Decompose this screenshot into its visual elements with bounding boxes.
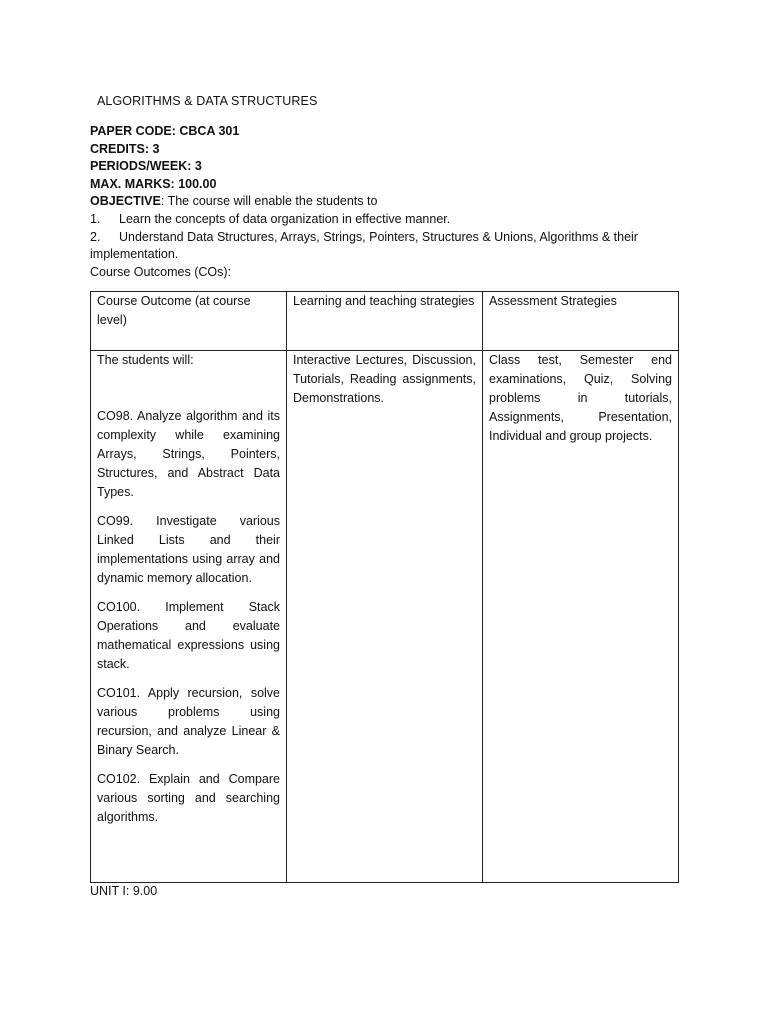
unit-heading: UNIT I: 9.00 [90, 884, 158, 898]
course-outcomes-table [90, 291, 679, 883]
course-outcomes-cell [91, 351, 287, 883]
outcome-item: CO100. Implement Stack Operations and evaluate mathematical expressions using stack. [97, 600, 280, 671]
outcome-item: CO99. Investigate various Linked Lists and their implementations using array and dynamic memory allocation. [97, 514, 280, 585]
paper-code: PAPER CODE: CBCA 301 [90, 124, 240, 138]
header-teaching-strategies: Learning and teaching strategies [287, 292, 483, 351]
outcome-item: CO98. Analyze algorithm and its complexity while examining Arrays, Strings, Pointers, Structures, and Abstract Data Types. [97, 409, 280, 499]
objective-label: OBJECTIVE [90, 194, 161, 209]
table-row [91, 351, 679, 883]
assessment-strategies-cell: Class test, Semester end examinations, Quiz, Solving problems in tutorials, Assignments, Presentation, Individual and group projects. [483, 351, 679, 883]
header-course-outcome: Course Outcome (at course level) [91, 292, 287, 351]
outcome-item: CO102. Explain and Compare various sorting and searching algorithms. [97, 772, 280, 824]
credits: CREDITS: 3 [90, 141, 160, 156]
objective-number: 1. [90, 211, 101, 226]
objective-item-text: Learn the concepts of data organization in effective manner. [119, 211, 451, 226]
objective-item [90, 211, 690, 229]
outcomes-intro: The students will: [97, 353, 194, 367]
max-marks: MAX. MARKS: 100.00 [90, 176, 217, 191]
course-info [90, 123, 690, 281]
outcome-item: CO101. Apply recursion, solve various problems using recursion, and analyze Linear & Binary Search. [97, 686, 280, 757]
header-assessment-strategies: Assessment Strategies [483, 292, 679, 351]
objective-item-text: Understand Data Structures, Arrays, Strings, Pointers, Structures & Unions, Algorithms & their implementation. [90, 229, 638, 262]
periods-per-week: PERIODS/WEEK: 3 [90, 159, 202, 174]
objective-text: : The course will enable the students to [160, 194, 378, 209]
course-outcomes-label: Course Outcomes (COs): [90, 264, 232, 279]
teaching-strategies-cell: Interactive Lectures, Discussion, Tutorials, Reading assignments, Demonstrations. [287, 351, 483, 883]
table-header-row [91, 292, 679, 351]
course-title: ALGORITHMS & DATA STRUCTURES [97, 94, 318, 108]
objective-number: 2. [90, 229, 101, 244]
objective-item [90, 229, 690, 264]
